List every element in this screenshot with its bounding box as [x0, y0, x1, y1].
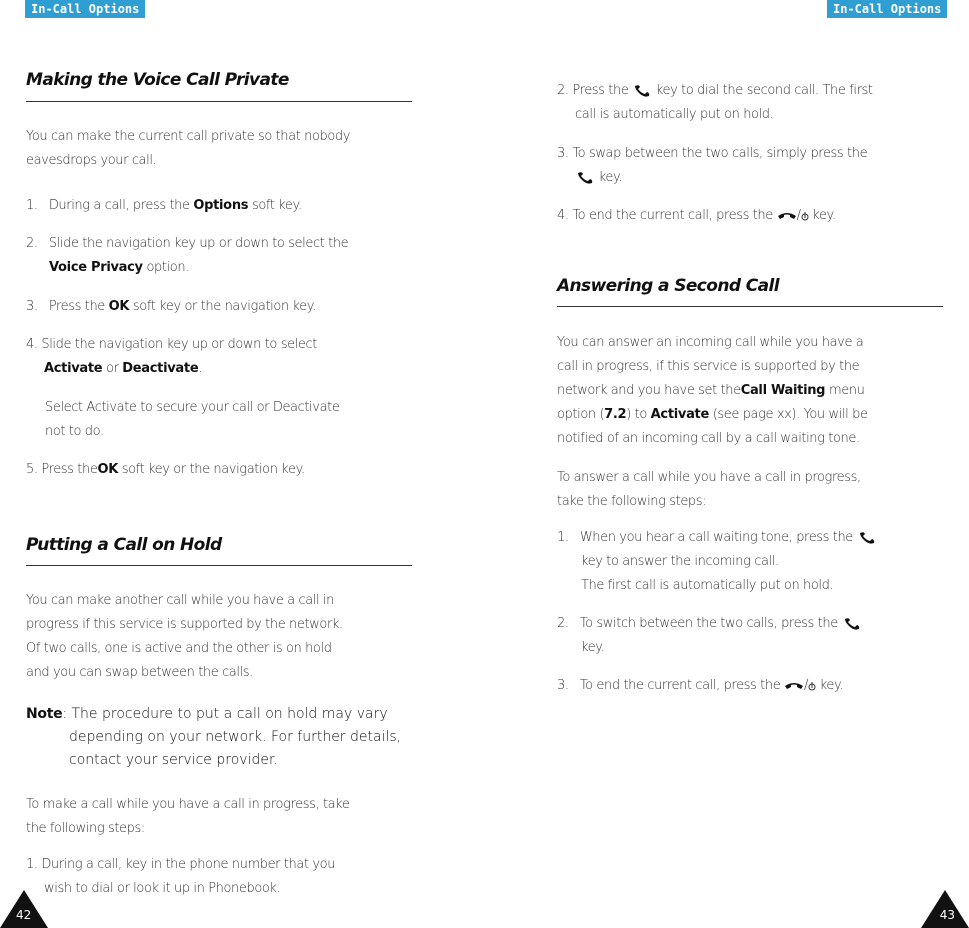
section-title-voice-privacy: Making the Voice Call Private	[26, 70, 289, 90]
step-text: key.	[598, 170, 623, 185]
note-line: contact your service provider.	[69, 752, 278, 768]
step-text: .	[198, 361, 203, 376]
step-2-continued	[49, 256, 189, 280]
step-text: soft key.	[251, 198, 302, 213]
step-text: key.	[819, 678, 844, 693]
key-separator: /	[796, 208, 801, 223]
send-key-icon	[857, 531, 877, 545]
sub-paragraph-line: not to do.	[45, 424, 104, 439]
section-title-second-call: Answering a Second Call	[557, 276, 779, 296]
menu-number: 7.2	[604, 407, 627, 422]
page-number-right: 43	[939, 908, 955, 922]
section-rule	[26, 101, 412, 102]
step-text: To end the current call, press the	[579, 678, 781, 693]
step-text: Slide the navigation key up or down to select	[41, 337, 317, 352]
step-number: 2.	[26, 236, 38, 251]
step-text: option.	[146, 260, 189, 275]
paragraph-text: menu	[828, 383, 865, 398]
step-number: 5.	[26, 462, 38, 477]
step-4	[26, 333, 317, 357]
paragraph-line: To answer a call while you have a call in progress,	[557, 470, 861, 485]
paragraph-line: You can make the current call private so that nobody	[26, 129, 351, 144]
step-3: 3. To swap between the two calls, simply press the	[557, 146, 868, 161]
paragraph-line	[557, 379, 864, 403]
step-4-continued	[44, 357, 202, 381]
paragraph-text: (see page xx). You will be	[712, 407, 868, 422]
paragraph-line: and you can swap between the calls.	[26, 665, 253, 680]
paragraph-text: option (	[557, 407, 605, 422]
activate-label: Activate	[650, 407, 709, 422]
send-key-icon	[842, 617, 862, 631]
paragraph-line: To make a call while you have a call in progress, take	[26, 797, 350, 812]
ok-key-label: OK	[97, 462, 118, 477]
step-text: or	[106, 361, 119, 376]
header-tab-left: In-Call Options	[25, 0, 145, 18]
step-text: key to dial the second call. The first	[655, 83, 873, 98]
paragraph-line: eavesdrops your call.	[26, 153, 157, 168]
paragraph-line	[557, 403, 868, 427]
power-icon	[801, 209, 809, 223]
step-5	[26, 458, 305, 482]
step-number: 3.	[557, 678, 569, 693]
paragraph-line: You can make another call while you have a call in	[26, 593, 334, 608]
call-waiting-label: Call Waiting	[740, 383, 826, 398]
paragraph-line: Of two calls, one is active and the other is on hold	[26, 641, 332, 656]
step-number: 1.	[557, 530, 569, 545]
step-1	[26, 194, 302, 218]
header-tab-right: In-Call Options	[827, 0, 947, 18]
step-3	[557, 674, 843, 698]
step-2	[557, 79, 873, 103]
voice-privacy-label: Voice Privacy	[49, 260, 143, 275]
step-text: soft key or the navigation key.	[121, 462, 305, 477]
options-key-label: Options	[193, 198, 249, 213]
step-text: To switch between the two calls, press the	[579, 616, 838, 631]
power-icon	[808, 679, 816, 693]
step-4	[557, 204, 836, 228]
activate-label: Activate	[44, 361, 103, 376]
section-rule	[26, 565, 412, 566]
step-3	[26, 295, 316, 319]
paragraph-line: notified of an incoming call by a call waiting tone.	[557, 431, 860, 446]
key-separator: /	[804, 678, 809, 693]
step-1	[557, 526, 877, 550]
step-2	[26, 232, 348, 256]
ok-key-label: OK	[108, 299, 130, 314]
note-line: depending on your network. For further details,	[69, 729, 402, 745]
step-text: soft key or the navigation key.	[132, 299, 316, 314]
step-number: 4.	[26, 337, 38, 352]
step-text: When you hear a call waiting tone, press the	[579, 530, 853, 545]
paragraph-text: network and you have set the	[557, 383, 741, 398]
page-number-left: 42	[16, 908, 32, 922]
deactivate-label: Deactivate	[122, 361, 199, 376]
end-key-icon	[777, 209, 797, 223]
sub-paragraph-line: Select Activate to secure your call or Deactivate	[45, 400, 340, 415]
step-text: 4. To end the current call, press the	[557, 208, 773, 223]
note-line	[26, 703, 388, 726]
paragraph-line: You can answer an incoming call while you have a	[557, 335, 864, 350]
paragraph-line: call in progress, if this service is supported by the	[557, 359, 860, 374]
step-text: Press the	[48, 299, 105, 314]
note-text: : The procedure to put a call on hold may vary	[62, 706, 388, 722]
step-text: 2. Press the	[557, 83, 629, 98]
step-text: Press the	[41, 462, 98, 477]
paragraph-line: take the following steps:	[557, 494, 707, 509]
send-key-icon	[632, 84, 652, 98]
step-number: 3.	[26, 299, 38, 314]
step-2-continued: call is automatically put on hold.	[575, 107, 774, 122]
step-1-continued: wish to dial or look it up in Phonebook.	[44, 881, 281, 896]
step-text: During a call, press the	[48, 198, 190, 213]
paragraph-text: ) to	[626, 407, 647, 422]
paragraph-line: the following steps:	[26, 821, 145, 836]
step-text: Slide the navigation key up or down to select the	[48, 236, 349, 251]
step-2-continued: key.	[581, 640, 605, 655]
paragraph-line: progress if this service is supported by the network.	[26, 617, 343, 632]
step-1-continued: key to answer the incoming call.	[581, 554, 779, 569]
end-key-icon	[784, 679, 804, 693]
section-rule	[557, 306, 943, 307]
step-1-continued: The first call is automatically put on hold.	[581, 578, 834, 593]
note-label: Note	[26, 706, 63, 722]
step-1: 1. During a call, key in the phone number that you	[26, 857, 336, 872]
step-number: 1.	[26, 198, 38, 213]
step-text: key.	[812, 208, 836, 223]
section-title-call-on-hold: Putting a Call on Hold	[26, 535, 222, 555]
step-number: 2.	[557, 616, 569, 631]
send-key-icon	[575, 171, 595, 185]
step-2	[557, 612, 862, 636]
step-3-continued	[575, 166, 622, 190]
